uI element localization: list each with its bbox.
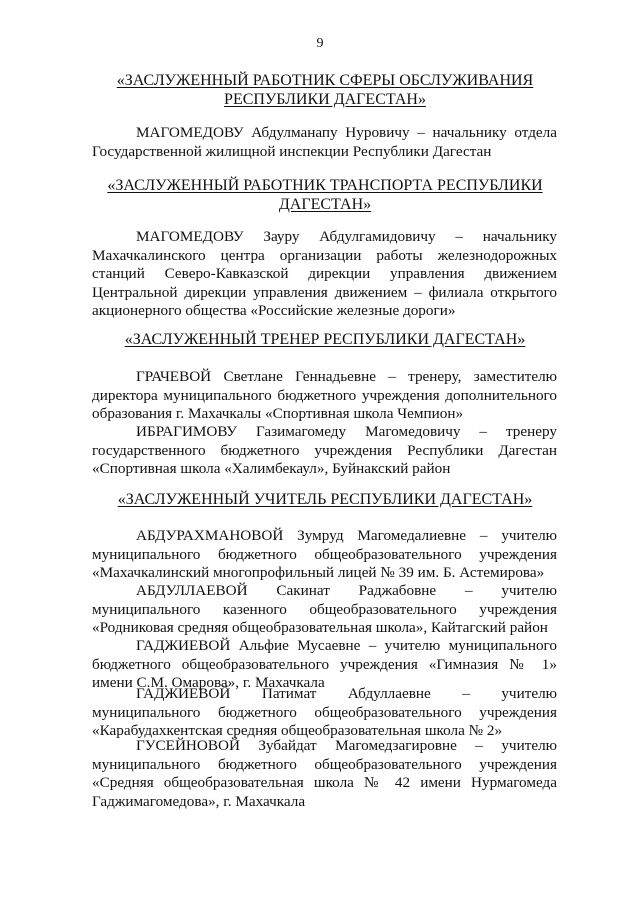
section-heading-transport-worker: «ЗАСЛУЖЕННЫЙ РАБОТНИК ТРАНСПОРТА РЕСПУБЛИКИ ДАГЕСТАН» xyxy=(107,177,543,213)
award-entry-abdullaeva: АБДУЛЛАЕВОЙ Сакинат Раджабовне – учителю муниципального казенного общеобразовательного учреждения «Родниковая средняя общеобразовательная школа», Кайтагский район xyxy=(92,582,557,637)
award-entry-guseinova: ГУСЕЙНОВОЙ Зубайдат Магомедзагировне – учителю муниципального бюджетного общеобразовательного учреждения «Средняя общеобразовательная школа № 42 имени Нурмагомеда Гаджимагомедова», г. Махачкала xyxy=(92,737,557,810)
award-entry-gracheva: ГРАЧЕВОЙ Светлане Геннадьевне – тренеру, заместителю директора муниципального бюджетного учреждения дополнительного образования г. Махачкалы «Спортивная школа Чемпион» xyxy=(92,368,557,423)
award-entry-ibragimov: ИБРАГИМОВУ Газимагомеду Магомедовичу – тренеру государственного бюджетного учреждения Республики Дагестан «Спортивная школа «Халимбекаул», Буйнакский район xyxy=(92,423,557,478)
award-entry-magomedov-abdulmanap: МАГОМЕДОВУ Абдулманапу Нуровичу – начальнику отдела Государственной жилищной инспекции Республики Дагестан xyxy=(92,124,557,160)
award-entry-abdurakhmanova: АБДУРАХМАНОВОЙ Зумруд Магомедалиевне – учителю муниципального бюджетного общеобразовательного учреждения «Махачкалинский многопрофильный лицей № 39 им. Б. Астемирова» xyxy=(92,527,557,582)
award-entry-magomedov-zaur: МАГОМЕДОВУ Зауру Абдулгамидовичу – начальнику Махачкалинского центра организации работы железнодорожных станций Северо-Кавказской дирекции управления движением Центральной дирекции управления движением – филиала открытого акционерного общества «Российские железные дороги» xyxy=(92,228,557,320)
award-entry-gadzhieva-patimat: ГАДЖИЕВОЙ Патимат Абдуллаевне – учителю муниципального бюджетного общеобразовательного учреждения «Карабудахкентская средняя общеобразовательная школа № 2» xyxy=(92,685,557,740)
section-heading-service-worker: «ЗАСЛУЖЕННЫЙ РАБОТНИК СФЕРЫ ОБСЛУЖИВАНИЯ РЕСПУБЛИКИ ДАГЕСТАН» xyxy=(116,72,534,108)
section-heading-teacher: «ЗАСЛУЖЕННЫЙ УЧИТЕЛЬ РЕСПУБЛИКИ ДАГЕСТАН» xyxy=(117,491,533,508)
award-entry-gadzhieva-alfiya: ГАДЖИЕВОЙ Альфие Мусаевне – учителю муниципального бюджетного общеобразовательного учреждения «Гимназия № 1» имени С.М. Омарова», г. Махачкала xyxy=(92,637,557,692)
page-number: 9 xyxy=(316,36,324,51)
section-heading-trainer: «ЗАСЛУЖЕННЫЙ ТРЕНЕР РЕСПУБЛИКИ ДАГЕСТАН» xyxy=(124,331,526,348)
